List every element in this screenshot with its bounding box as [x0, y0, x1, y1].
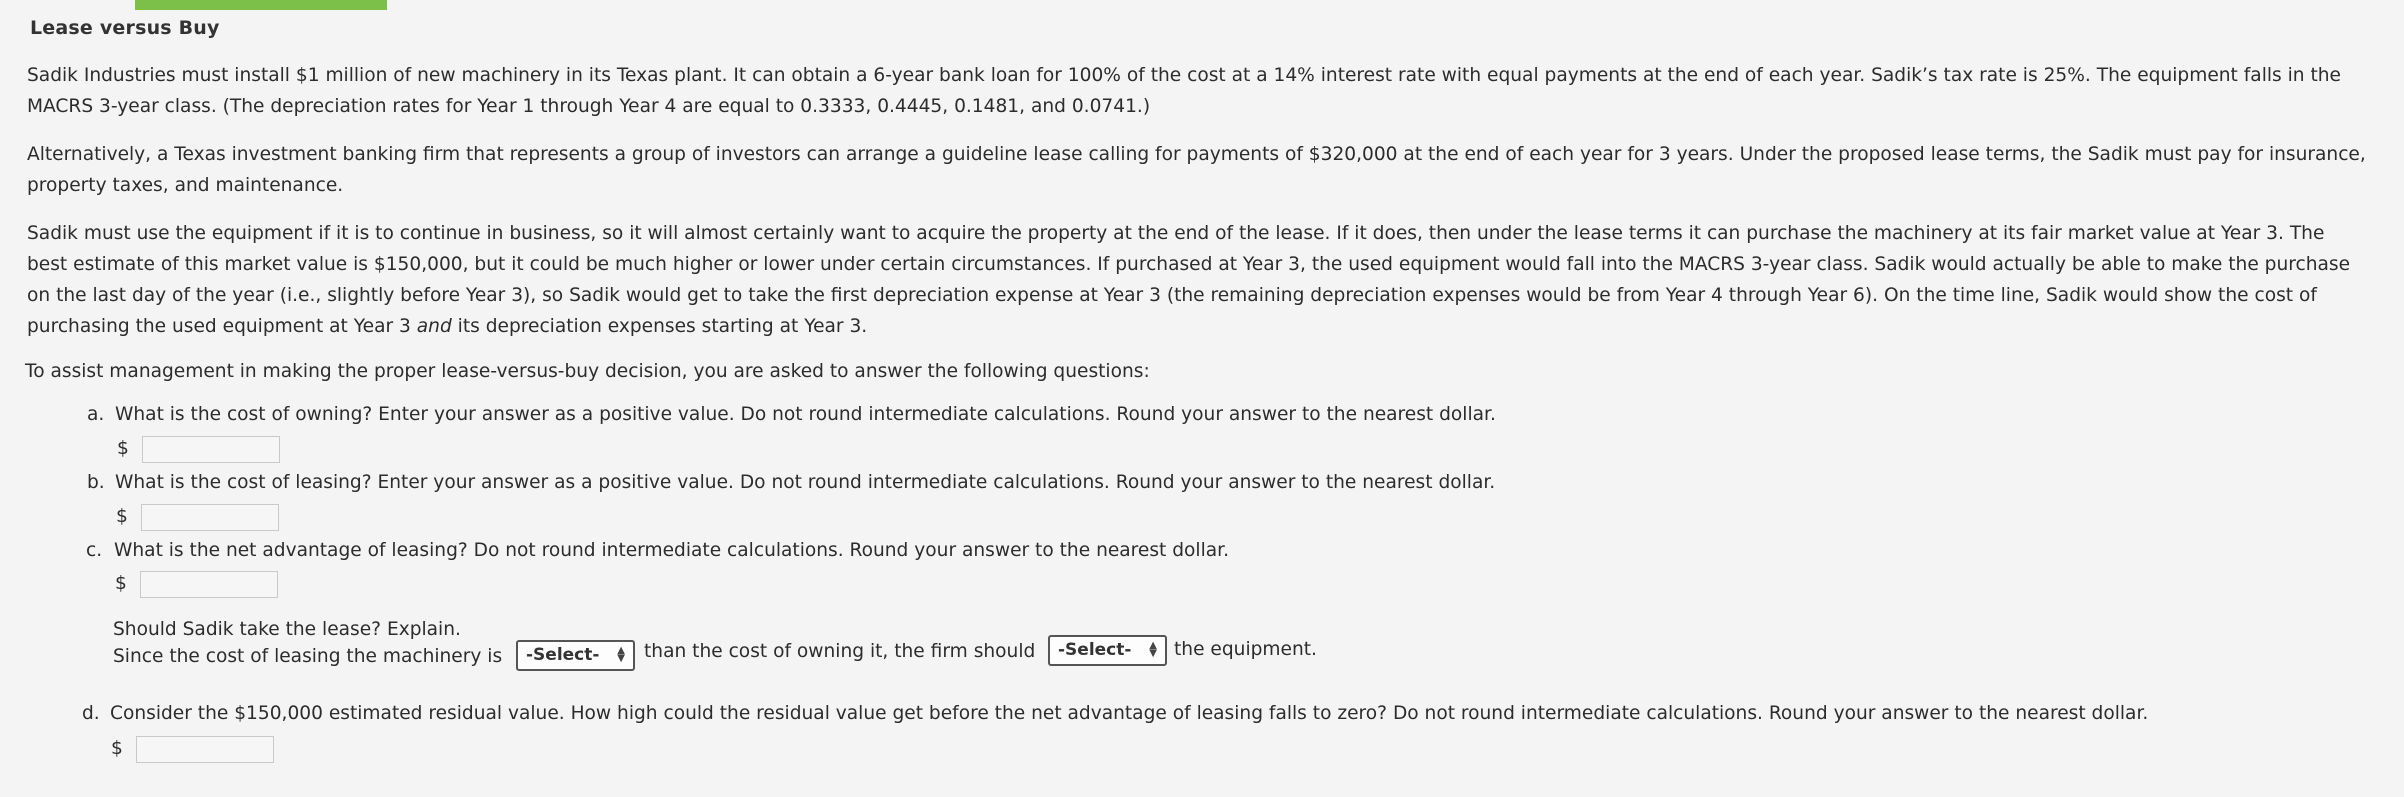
question-c-explain-prompt: Should Sadik take the lease? Explain.: [113, 619, 461, 640]
intro-p3-line4-post: its depreciation expenses starting at Year 3.: [451, 316, 868, 337]
question-a-text: What is the cost of owning? Enter your answer as a positive value. Do not round intermediate calculations. Round your answer to the nearest dollar.: [115, 404, 1496, 425]
question-a-letter: a.: [87, 404, 105, 425]
intro-p1-line2: MACRS 3-year class. (The depreciation rates for Year 1 through Year 4 are equal to 0.3333, 0.4445, 0.1481, and 0.0741.): [27, 96, 1151, 117]
question-b-currency: $: [116, 506, 128, 527]
select-arrows-icon: ▲ ▼: [1149, 640, 1157, 659]
question-d-answer-input[interactable]: [136, 736, 274, 763]
lease-decision-select-value: -Select-: [1058, 640, 1132, 660]
intro-p3-line2: best estimate of this market value is $150,000, but it could be much higher or lower under certain circumstances. If purchased at Year 3, the used equipment would fall into the MACRS 3-year class. Sadik would actually be able to make the purchase: [27, 254, 2351, 275]
page-title: Lease versus Buy: [30, 17, 220, 39]
intro-p2-line1: Alternatively, a Texas investment banking firm that represents a group of investors can arrange a guideline lease calling for payments of $320,000 at the end of each year for 3 years. Under the proposed lease terms, the Sadik must pay for insurance,: [27, 144, 2366, 165]
question-b-text: What is the cost of leasing? Enter your answer as a positive value. Do not round intermediate calculations. Round your answer to the nearest dollar.: [115, 472, 1496, 493]
lease-cost-comparison-select-value: -Select-: [526, 645, 600, 665]
intro-paragraph-2: [27, 139, 2387, 201]
question-c: [86, 537, 1229, 565]
question-a: [87, 401, 1496, 429]
question-d-letter: d.: [82, 703, 100, 724]
question-b: [87, 469, 1495, 497]
question-b-answer-input[interactable]: [141, 504, 279, 531]
intro-p3-line1: Sadik must use the equipment if it is to continue in business, so it will almost certainly want to acquire the property at the end of the lease. If it does, then under the lease terms it can purchase the machinery at its fair market value at Year 3. The: [27, 223, 2325, 244]
intro-p3-line4-em: and: [416, 316, 452, 337]
intro-p3-line4-pre: purchasing the used equipment at Year 3: [27, 316, 417, 337]
question-c-currency: $: [115, 573, 127, 594]
intro-p3-line3: on the last day of the year (i.e., slightly before Year 3), so Sadik would get to take the first depreciation expense at Year 3 (the remaining depreciation expenses would be from Year 4 through Year 6). On the time line, Sadik would show the cost of: [27, 285, 2317, 306]
lease-cost-comparison-select[interactable]: [516, 640, 635, 671]
question-b-letter: b.: [87, 472, 105, 493]
intro-p1-line1: Sadik Industries must install $1 million of new machinery in its Texas plant. It can obtain a 6-year bank loan for 100% of the cost at a 14% interest rate with equal payments at the end of each year. Sadik’s tax rate is 25%. The equipment falls in the: [27, 65, 2341, 86]
question-c-sentence-mid: than the cost of owning it, the firm should: [644, 641, 1036, 662]
question-c-answer-input[interactable]: [140, 571, 278, 598]
intro-p2-line2: property taxes, and maintenance.: [27, 175, 344, 196]
question-a-currency: $: [117, 438, 129, 459]
intro-paragraph-1: [27, 60, 2387, 122]
select-arrows-icon: ▲ ▼: [617, 645, 625, 664]
lease-decision-select[interactable]: [1048, 635, 1167, 666]
question-d-currency: $: [111, 738, 123, 759]
intro-p3-line4: [27, 311, 2387, 342]
intro-paragraph-3: [27, 218, 2387, 342]
question-a-answer-input[interactable]: [142, 436, 280, 463]
question-c-sentence-pre: Since the cost of leasing the machinery is: [113, 646, 503, 667]
question-c-sentence-post: the equipment.: [1174, 639, 1317, 660]
intro-paragraph-4: To assist management in making the proper lease-versus-buy decision, you are asked to answer the following questions:: [25, 361, 1150, 382]
question-c-letter: c.: [86, 540, 103, 561]
question-c-text: What is the net advantage of leasing? Do not round intermediate calculations. Round your answer to the nearest dollar.: [114, 540, 1229, 561]
question-d: [82, 700, 2148, 728]
question-d-text: Consider the $150,000 estimated residual value. How high could the residual value get before the net advantage of leasing falls to zero? Do not round intermediate calculations. Round your answer to the nearest dollar.: [110, 703, 2149, 724]
